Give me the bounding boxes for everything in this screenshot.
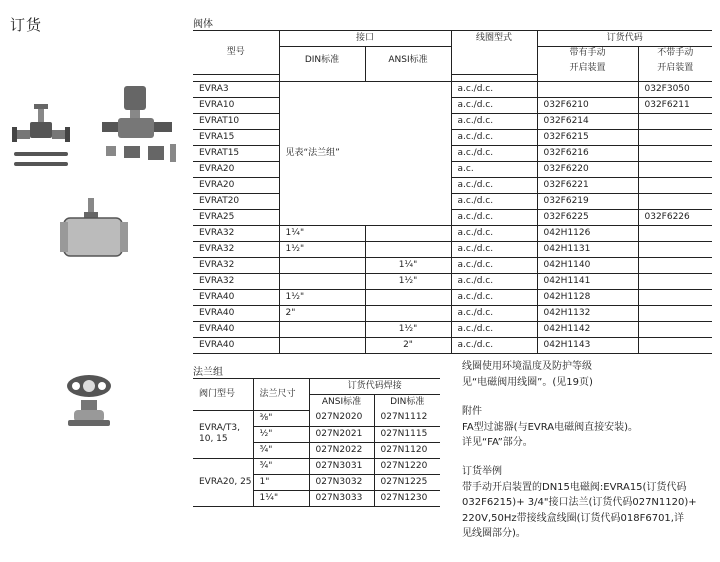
cell-ansi: 027N2022 <box>309 442 374 458</box>
cell-din: 027N1115 <box>374 426 440 442</box>
order-example-note <box>462 464 697 542</box>
valve-model-line: 10, 15 <box>199 434 228 444</box>
cell-flange-size: ¾" <box>253 442 309 458</box>
order-example-line3: 220V,50Hz带接线盒线圈(订货代码018F6701,详 <box>462 512 684 524</box>
order-example-title: 订货举例 <box>462 466 502 477</box>
cell-code-without-manual <box>638 113 712 129</box>
cell-ansi <box>365 289 451 305</box>
cell-flange-size: 1" <box>253 474 309 490</box>
table-row <box>193 97 712 113</box>
col-ansi: ANSI标准 <box>309 395 374 411</box>
col-coil: 线圈型式 <box>451 31 537 75</box>
cell-ansi: 027N2020 <box>309 410 374 426</box>
accessories-title: 附件 <box>462 406 482 417</box>
cell-code-without-manual <box>638 177 712 193</box>
cell-valve-model <box>193 458 253 506</box>
col-without-manual <box>638 47 712 75</box>
cell-valve-model <box>193 410 253 458</box>
flange-icon <box>64 372 114 430</box>
cell-din: 2" <box>279 305 365 321</box>
cell-coil: a.c./d.c. <box>451 113 537 129</box>
cell-model: EVRAT15 <box>193 145 279 161</box>
cell-coil: a.c./d.c. <box>451 177 537 193</box>
cell-coil: a.c./d.c. <box>451 81 537 97</box>
table-row <box>193 241 712 257</box>
cell-code-without-manual <box>638 289 712 305</box>
cell-coil: a.c./d.c. <box>451 145 537 161</box>
cell-code-with-manual: 042H1140 <box>537 257 638 273</box>
cell-coil: a.c./d.c. <box>451 209 537 225</box>
with-manual-line1: 带有手动 <box>569 47 606 58</box>
cell-code-with-manual: 032F6216 <box>537 145 638 161</box>
cell-coil: a.c./d.c. <box>451 305 537 321</box>
table-row <box>193 81 712 97</box>
cell-code-with-manual: 042H1132 <box>537 305 638 321</box>
cell-ansi: 027N3033 <box>309 490 374 506</box>
cell-flange-size: 1¼" <box>253 490 309 506</box>
flange-table <box>193 378 440 507</box>
cell-coil: a.c./d.c. <box>451 129 537 145</box>
without-manual-line2: 开启装置 <box>657 62 694 73</box>
cell-code-with-manual: 032F6214 <box>537 113 638 129</box>
cell-ansi: 1¼" <box>365 257 451 273</box>
col-flange-size: 法兰尺寸 <box>253 379 309 411</box>
order-example-line1: 带手动开启装置的DN15电磁阀:EVRA15(订货代码 <box>462 481 687 493</box>
cell-code-without-manual <box>638 225 712 241</box>
cell-coil: a.c./d.c. <box>451 337 537 353</box>
cell-model: EVRA40 <box>193 337 279 353</box>
cell-din: 027N1220 <box>374 458 440 474</box>
cell-code-without-manual <box>638 337 712 353</box>
cell-code-without-manual <box>638 273 712 289</box>
cell-code-without-manual <box>638 321 712 337</box>
cell-code-without-manual <box>638 257 712 273</box>
table-row <box>193 321 712 337</box>
order-example-line2: 032F6215)+ 3/4"接口法兰(订货代码027N1120)+ <box>462 497 697 508</box>
table-row <box>193 289 712 305</box>
valve-body-icon <box>58 196 130 262</box>
valve-section-label: 阀体 <box>193 19 213 30</box>
cell-ansi: 027N3031 <box>309 458 374 474</box>
coil-note <box>462 359 593 390</box>
cell-coil: a.c. <box>451 161 537 177</box>
cell-din <box>279 337 365 353</box>
cell-flange-note: 见表“法兰组” <box>279 81 451 225</box>
cell-code-with-manual: 042H1131 <box>537 241 638 257</box>
cell-code-with-manual: 032F6219 <box>537 193 638 209</box>
table-row <box>193 161 712 177</box>
table-row <box>193 113 712 129</box>
with-manual-line2: 开启装置 <box>569 62 606 73</box>
cell-code-with-manual: 042H1128 <box>537 289 638 305</box>
table-row <box>193 257 712 273</box>
cell-code-with-manual: 042H1142 <box>537 321 638 337</box>
col-model: 型号 <box>193 31 279 75</box>
col-ansi: ANSI标准 <box>365 47 451 75</box>
cell-model: EVRA40 <box>193 321 279 337</box>
order-example-line4: 见线圈部分)。 <box>462 528 526 539</box>
flange-table-body <box>193 410 440 506</box>
accessories-note <box>462 404 638 451</box>
cell-ansi: 1½" <box>365 321 451 337</box>
cell-code-without-manual <box>638 193 712 209</box>
cell-model: EVRA20 <box>193 161 279 177</box>
table-row <box>193 177 712 193</box>
cell-din <box>279 257 365 273</box>
table-row <box>193 458 440 474</box>
cell-code-with-manual: 032F6215 <box>537 129 638 145</box>
valve-table <box>193 30 712 354</box>
cell-din <box>279 321 365 337</box>
cell-din: 027N1112 <box>374 410 440 426</box>
cell-code-without-manual <box>638 161 712 177</box>
valve-table-body <box>193 81 712 353</box>
cell-code-with-manual: 042H1126 <box>537 225 638 241</box>
cell-model: EVRA40 <box>193 289 279 305</box>
table-row <box>193 193 712 209</box>
flange-section-label: 法兰组 <box>193 367 223 378</box>
cell-ansi <box>365 225 451 241</box>
cell-coil: a.c./d.c. <box>451 225 537 241</box>
cell-model: EVRA32 <box>193 241 279 257</box>
valve-model-line: EVRA20, 25 <box>199 476 252 487</box>
cell-code-without-manual <box>638 305 712 321</box>
coil-note-line1: 线圈使用环境温度及防护等级 <box>462 361 592 372</box>
cell-model: EVRA15 <box>193 129 279 145</box>
cell-code-with-manual: 032F6225 <box>537 209 638 225</box>
cell-model: EVRAT10 <box>193 113 279 129</box>
cell-code-without-manual <box>638 129 712 145</box>
cell-ansi: 027N3032 <box>309 474 374 490</box>
col-valve-model: 阀门型号 <box>193 379 253 411</box>
table-row <box>193 225 712 241</box>
col-order-code-weld: 订货代码焊接 <box>309 379 440 395</box>
cell-din: 027N1225 <box>374 474 440 490</box>
cell-code-without-manual <box>638 145 712 161</box>
cell-model: EVRA20 <box>193 177 279 193</box>
coil-note-line2: 见“电磁阀用线圈”。(见19页) <box>462 376 593 388</box>
cell-coil: a.c./d.c. <box>451 321 537 337</box>
cell-coil: a.c./d.c. <box>451 241 537 257</box>
cell-code-without-manual: 032F6226 <box>638 209 712 225</box>
cell-flange-size: ¾" <box>253 458 309 474</box>
cell-din: 1½" <box>279 289 365 305</box>
col-din: DIN标准 <box>390 397 425 407</box>
col-order-code: 订货代码 <box>537 31 712 47</box>
cell-code-with-manual: 042H1141 <box>537 273 638 289</box>
cell-coil: a.c./d.c. <box>451 289 537 305</box>
cell-coil: a.c./d.c. <box>451 97 537 113</box>
without-manual-line1: 不带手动 <box>657 47 694 58</box>
col-with-manual <box>537 47 638 75</box>
table-row <box>193 209 712 225</box>
col-port: 接口 <box>279 31 451 47</box>
cell-model: EVRA32 <box>193 257 279 273</box>
cell-din: 027N1230 <box>380 492 428 503</box>
cell-model: EVRA40 <box>193 305 279 321</box>
accessories-line2: 详见“FA”部分。 <box>462 437 533 448</box>
table-row <box>193 145 712 161</box>
cell-model: EVRA10 <box>193 97 279 113</box>
cell-model: EVRAT20 <box>193 193 279 209</box>
cell-code-without-manual: 032F3050 <box>638 81 712 97</box>
cell-coil: a.c./d.c. <box>451 257 537 273</box>
cell-ansi: 027N2021 <box>309 426 374 442</box>
cell-model: EVRA3 <box>193 81 279 97</box>
col-din: DIN标准 <box>279 47 365 75</box>
cell-code-without-manual <box>638 241 712 257</box>
page-title: 订货 <box>10 16 43 34</box>
cell-din: 1½" <box>279 241 365 257</box>
cell-model: EVRA32 <box>193 225 279 241</box>
accessories-line1: FA型过滤器(与EVRA电磁阀直接安装)。 <box>462 421 639 433</box>
valve-model-line: EVRA/T3, <box>199 423 241 433</box>
table-row <box>193 410 440 426</box>
table-row <box>193 337 712 353</box>
table-row <box>193 273 712 289</box>
cell-din <box>279 273 365 289</box>
cell-code-without-manual: 032F6211 <box>638 97 712 113</box>
cell-model: EVRA25 <box>193 209 279 225</box>
cell-flange-size: ⅜" <box>253 410 309 426</box>
table-row <box>193 305 712 321</box>
cell-din: 1¼" <box>279 225 365 241</box>
table-row <box>193 129 712 145</box>
cell-code-with-manual <box>537 81 638 97</box>
cell-flange-size: ½" <box>253 426 309 442</box>
cell-din: 027N1120 <box>374 442 440 458</box>
cell-coil: a.c./d.c. <box>451 193 537 209</box>
cell-model: EVRA32 <box>193 273 279 289</box>
cell-code-with-manual: 032F6220 <box>537 161 638 177</box>
cell-ansi <box>365 305 451 321</box>
cell-ansi <box>365 241 451 257</box>
cell-code-with-manual: 032F6221 <box>537 177 638 193</box>
cell-code-with-manual: 042H1143 <box>537 337 638 353</box>
cell-code-with-manual: 032F6210 <box>537 97 638 113</box>
solenoid-valve-small-icon <box>10 100 72 172</box>
cell-ansi: 1½" <box>365 273 451 289</box>
solenoid-valve-large-icon <box>100 84 182 166</box>
cell-ansi: 2" <box>365 337 451 353</box>
cell-coil: a.c./d.c. <box>451 273 537 289</box>
